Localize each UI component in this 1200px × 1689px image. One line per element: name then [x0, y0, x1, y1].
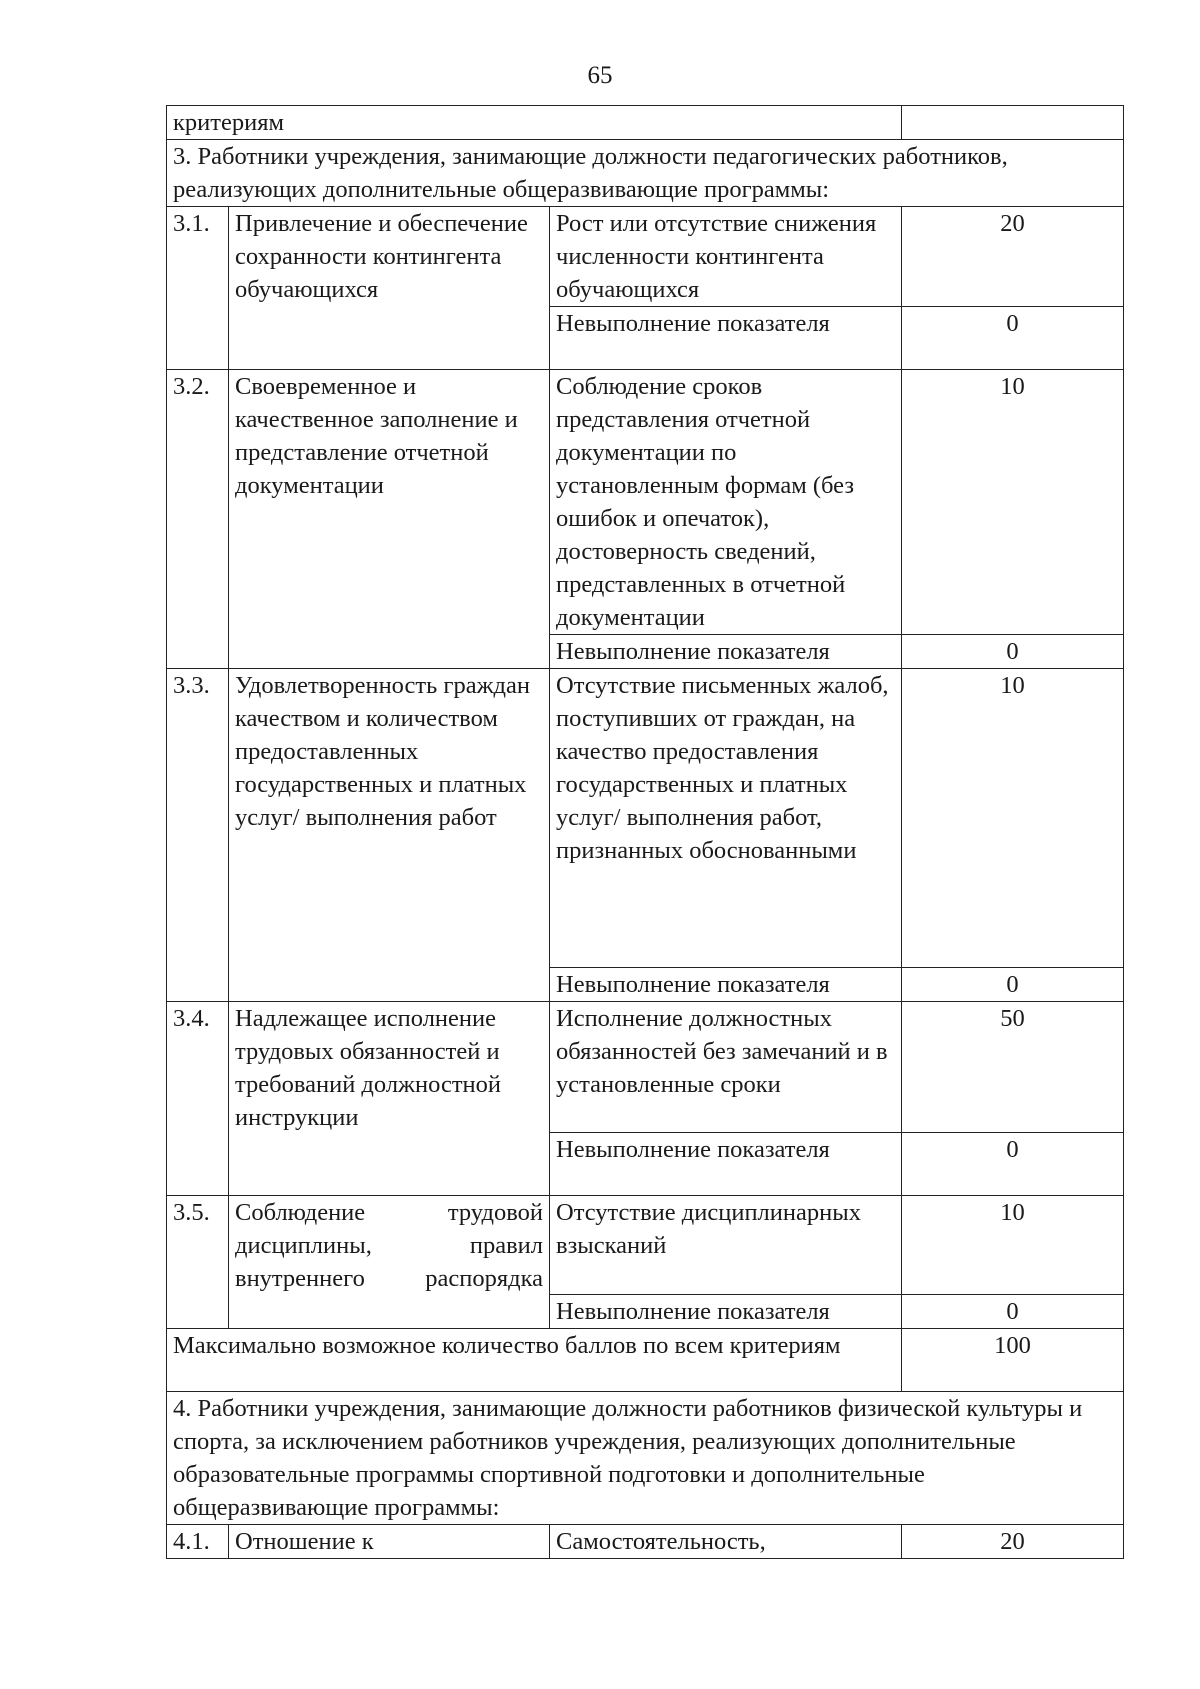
max-total-label: Максимально возможное количество баллов по всем критериям [167, 1329, 902, 1392]
section-3-title: 3. Работники учреждения, занимающие должности педагогических работников, реализующих дополнительные общеразвивающие программы: [167, 140, 1124, 207]
indicator-text: Отсутствие письменных жалоб, поступивших от граждан, на качество предоставления государственных и платных услуг/ выполнения работ, признанных обоснованными [550, 669, 902, 968]
fail-label: Невыполнение показателя [550, 1133, 902, 1196]
section-3-header-row [167, 140, 1124, 207]
indicator-points: 10 [902, 1196, 1124, 1295]
indicator-points: 20 [902, 207, 1124, 307]
max-total-points: 100 [902, 1329, 1124, 1392]
fail-points: 0 [902, 307, 1124, 370]
row-number: 3.2. [167, 370, 229, 669]
fail-points: 0 [902, 1133, 1124, 1196]
indicator-points: 50 [902, 1002, 1124, 1133]
indicator-points: 20 [902, 1525, 1124, 1559]
criterion-name: Отношение к [229, 1525, 550, 1559]
table-row-3-2 [167, 370, 1124, 635]
fail-points: 0 [902, 1295, 1124, 1329]
criterion-name: Соблюдение трудовой дисциплины, правил внутреннего распорядка [229, 1196, 550, 1329]
row-number: 4.1. [167, 1525, 229, 1559]
indicator-text: Соблюдение сроков представления отчетной документации по установленным формам (без ошибок и опечаток), достоверность сведений, представленных в отчетной документации [550, 370, 902, 635]
top-row-points [902, 106, 1124, 140]
indicator-text: Отсутствие дисциплинарных взысканий [550, 1196, 902, 1295]
fail-label: Невыполнение показателя [550, 968, 902, 1002]
indicator-text: Самостоятельность, [550, 1525, 902, 1559]
row-number: 3.3. [167, 669, 229, 1002]
table-row-3-5 [167, 1196, 1124, 1295]
fail-label: Невыполнение показателя [550, 1295, 902, 1329]
table-row-4-1 [167, 1525, 1124, 1559]
indicator-points: 10 [902, 669, 1124, 968]
table-row-top [167, 106, 1124, 140]
table-row-3-4 [167, 1002, 1124, 1133]
fail-points: 0 [902, 968, 1124, 1002]
row-number: 3.5. [167, 1196, 229, 1329]
criterion-name: Удовлетворенность граждан качеством и количеством предоставленных государственных и платных услуг/ выполнения работ [229, 669, 550, 1002]
indicator-text: Исполнение должностных обязанностей без замечаний и в установленные сроки [550, 1002, 902, 1133]
top-row-label: критериям [167, 106, 902, 140]
max-total-row [167, 1329, 1124, 1392]
table-row-3-3 [167, 669, 1124, 968]
fail-label: Невыполнение показателя [550, 307, 902, 370]
indicator-text: Рост или отсутствие снижения численности контингента обучающихся [550, 207, 902, 307]
section-4-title: 4. Работники учреждения, занимающие должности работников физической культуры и спорта, за исключением работников учреждения, реализующих дополнительные образовательные программы спортивной подготовки и дополнительные общеразвивающие программы: [167, 1392, 1124, 1525]
row-number: 3.1. [167, 207, 229, 370]
page-number: 65 [587, 62, 613, 89]
criterion-name: Надлежащее исполнение трудовых обязанностей и требований должностной инструкции [229, 1002, 550, 1196]
criterion-name: Своевременное и качественное заполнение и представление отчетной документации [229, 370, 550, 669]
table-row-3-1 [167, 207, 1124, 307]
criteria-table [166, 105, 1124, 1559]
criterion-name: Привлечение и обеспечение сохранности контингента обучающихся [229, 207, 550, 370]
fail-points: 0 [902, 635, 1124, 669]
fail-label: Невыполнение показателя [550, 635, 902, 669]
section-4-header-row [167, 1392, 1124, 1525]
indicator-points: 10 [902, 370, 1124, 635]
row-number: 3.4. [167, 1002, 229, 1196]
